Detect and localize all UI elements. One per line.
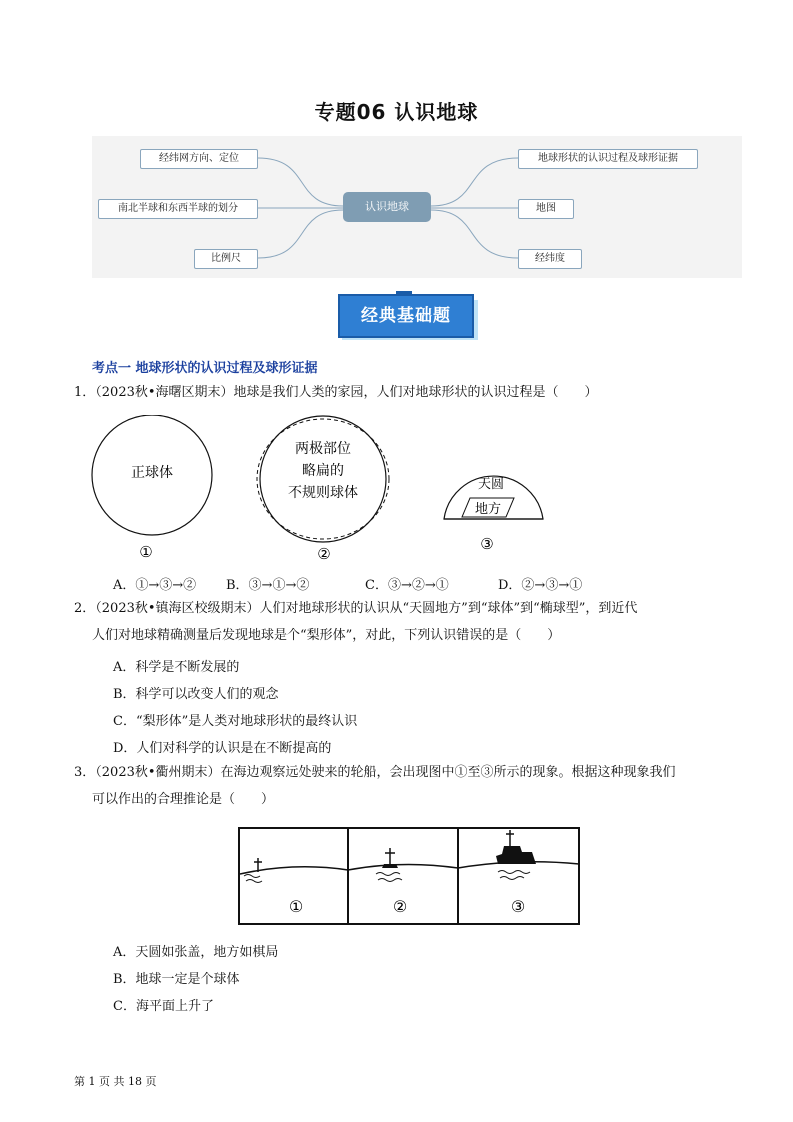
mindmap-node-left-3: 比例尺 [194, 249, 258, 269]
connector-right-1 [431, 158, 518, 206]
q2-option-d[interactable]: D．人们对科学的认识是在不断提高的 [113, 741, 332, 756]
q1-option-c[interactable]: C．③→②→① [365, 578, 449, 593]
mindmap-node-right-2: 地图 [518, 199, 574, 219]
mind-map [92, 136, 742, 278]
c3-bottom-text: 地方 [474, 502, 502, 517]
q3-stem-line1: 3．（2023秋•衢州期末）在海边观察远处驶来的轮船，会出现图中①至③所示的现象。根据这种现象我们 [74, 765, 676, 780]
mindmap-node-right-3: 经纬度 [518, 249, 582, 269]
badge-label: 经典基础题 [338, 294, 474, 338]
mindmap-node-left-1: 经纬网方向、定位 [140, 149, 258, 169]
mindmap-node-right-1: 地球形状的认识过程及球形证据 [518, 149, 698, 169]
q2-option-a[interactable]: A．科学是不断发展的 [113, 660, 240, 675]
q1-option-b[interactable]: B．③→①→② [226, 578, 310, 593]
connector-left-3 [258, 210, 343, 258]
c2-line-1: 两极部位 [295, 441, 351, 457]
q3-option-a[interactable]: A．天圆如张盖，地方如棋局 [113, 945, 279, 960]
connector-right-3 [431, 210, 518, 258]
section-heading: 考点一 地球形状的认识过程及球形证据 [92, 361, 318, 376]
q2-stem-line1: 2．（2023秋•镇海区校级期末）人们对地球形状的认识从“天圆地方”到“球体”到“椭球型”，到近代 [74, 601, 638, 616]
fig-label-1: ① [139, 543, 153, 561]
c3-top-text: 天圆 [477, 477, 505, 492]
page-footer: 第 1 页 共 18 页 [74, 1075, 157, 1088]
classic-basic-badge [338, 294, 480, 342]
c2-line-3: 不规则球体 [288, 485, 358, 501]
q1-option-d[interactable]: D．②→③→① [498, 578, 583, 593]
q1-stem: 1．（2023秋•海曙区期末）地球是我们人类的家园，人们对地球形状的认识过程是（ ） [74, 385, 598, 400]
q3-option-c[interactable]: C．海平面上升了 [113, 999, 214, 1014]
q3-ship-figure [236, 822, 586, 930]
ship-label-1: ① [288, 897, 304, 916]
q2-option-c[interactable]: C．“梨形体”是人类对地球形状的最终认识 [113, 714, 358, 729]
fig-label-3: ③ [480, 535, 494, 553]
q2-option-b[interactable]: B．科学可以改变人们的观念 [113, 687, 279, 702]
mindmap-node-left-2: 南北半球和东西半球的划分 [98, 199, 258, 219]
ship-label-3: ③ [510, 897, 526, 916]
q3-option-b[interactable]: B．地球一定是个球体 [113, 972, 240, 987]
q1-figure [88, 415, 558, 565]
q3-stem-line2: 可以作出的合理推论是（ ） [92, 792, 275, 807]
mindmap-center-node: 认识地球 [343, 192, 431, 222]
q2-stem-line2: 人们对地球精确测量后发现地球是个“梨形体”，对此，下列认识错误的是（ ） [92, 628, 561, 643]
c2-line-2: 略扁的 [302, 463, 344, 479]
c1-text: 正球体 [131, 465, 173, 481]
ship-hull [496, 846, 536, 864]
ship-label-2: ② [392, 897, 408, 916]
q1-option-a[interactable]: A．①→③→② [113, 578, 197, 593]
fig-label-2: ② [317, 545, 331, 563]
connector-left-1 [258, 158, 343, 206]
page-title: 专题06 认识地球 [314, 100, 479, 124]
